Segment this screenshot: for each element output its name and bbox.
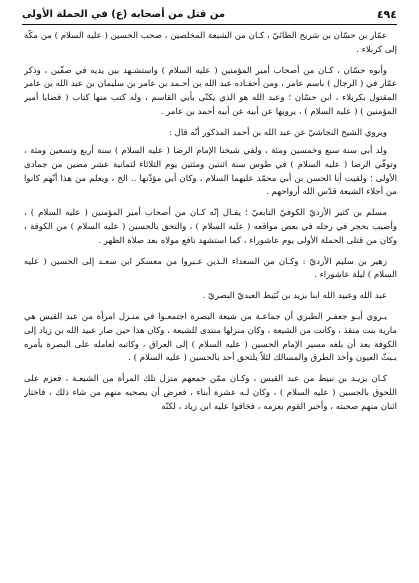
page-number: ٤٩٤ xyxy=(376,7,397,21)
paragraph: مسلم بن كثير الأزديّ الكوفيّ التابعيّ ؛ يقـال إنّه كـان من أصحاب أمير المؤمنين ( عليه السلام ) ، وأصيب بحجر في رجله في بعض مواقعه ( عليه السلام ) ، والتحق بالحسين ( عليه السلام ) من الكوفة ، وكان من قتلى الحملة الأولى يوم عاشوراء ، كما استشهد نافع مولاه بعد صلاة الظهر . xyxy=(24,208,397,246)
paragraph: وأبوه حسّان ، كـان من أصحاب أمير المؤمنين ( عليه السلام ) واستشـهد بين يديه في صفّين ، وذكر عمّار في ( الرجال ) باسم عامر ، ومن أحفـاده عبد الله بن أحـمد بن عامر بن سليمان بن عبد الله بن عامر المقتول بكربلاء ، ابن حسّان ؛ وعبد الله هو الذي يكنّى بأبي القاسم ، وله كتب منها كتاب ( قضايا أمير المؤمنين ) ( عليه السلام ) ، يرويها عن أبيه عن أبيه أحمد بن عامر . xyxy=(24,65,397,117)
running-title: من قتل من أصحابه (ع) في الحملة الأولى xyxy=(22,8,226,20)
paragraph: عمّار بن حسّان بن شريح الطائيّ ، كـان من الشيعة المخلصين ، صحب الحسين ( عليه السلام ) من مكّة إلى كربلاء . xyxy=(24,31,397,55)
paragraph: ويروي الشيخ النجاشيّ عن عبد الله بن أحمد المذكور أنّه قال : xyxy=(168,127,387,138)
paragraph: يـروي أبـو جعفـر الطبري أن جماعـة من شيعة البصرة اجتمعـوا في منـزل امرأة من عبد القيس هي مارية بنت منقذ ، وكانت من الشيعة ، وكان منزلها منتدى للشيعة ، وكان هذا حين صار عبيد الله بن زياد إلى الكوفة بعد أن بلغه مسير الإمام الحسين ( عليه السلام ) إلى العراق ، وكاتبه لعامله على البصرة بأمره بـبثّ العيون وأخذ الطرق والمسالك لئلاّ يلتحق أحد بالحسين ( عليه السلام ) . xyxy=(24,312,397,364)
paragraph: عبد الله وعبيد الله ابنا يزيد بن نُبَيط العبديّ البصريّ . xyxy=(202,291,387,302)
paragraph: ولد أبي سنة سبع وخمسين ومئة ، ولقي شيخنا الإمام الرضا ( عليه السلام ) سنة أربع وتسعين ومئة ، وتوفّي الرضا ( عليه السلام ) في طوس سنة اثنتين ومئتين يوم الثلاثاء لثمانية عشر مضين من جمادى الأولى ؛ ولقيت أنا الحسن بن أبي محمّد عليهما السلام ، وكان أبي مؤذّنها .. الخ ، ويعلم من هذا أنّهم كانوا من أجلاء الشيعة قدّس الله أرواحهم . xyxy=(24,146,397,198)
page-header xyxy=(22,6,397,22)
paragraph: زهير بن سليم الأزديّ : وكـان من السعداء الـذين عـبروا من معسكر ابن سعـد إلى الحسين ( عليه السلام ) ليلة عاشوراء . xyxy=(24,256,397,281)
header-rule xyxy=(22,24,397,25)
paragraph: كـان يزيـد بن نبيط من عبد القيس ، وكـان ممّن جمعهم منزل تلك المرأة من الشيعـة ، فعزم على اللحوق بالحسين ( عليه السلام ) ، وكان لـه عشرة أبناء ، فعرض أن يصحبه منهم من شاء ذلك ، فاختار اثنان منهم صحبته ، وأخبر القوم بعزمه ، فخافوا عليه ابن زياد ، لكنّه xyxy=(24,374,397,412)
page-body xyxy=(24,30,397,577)
